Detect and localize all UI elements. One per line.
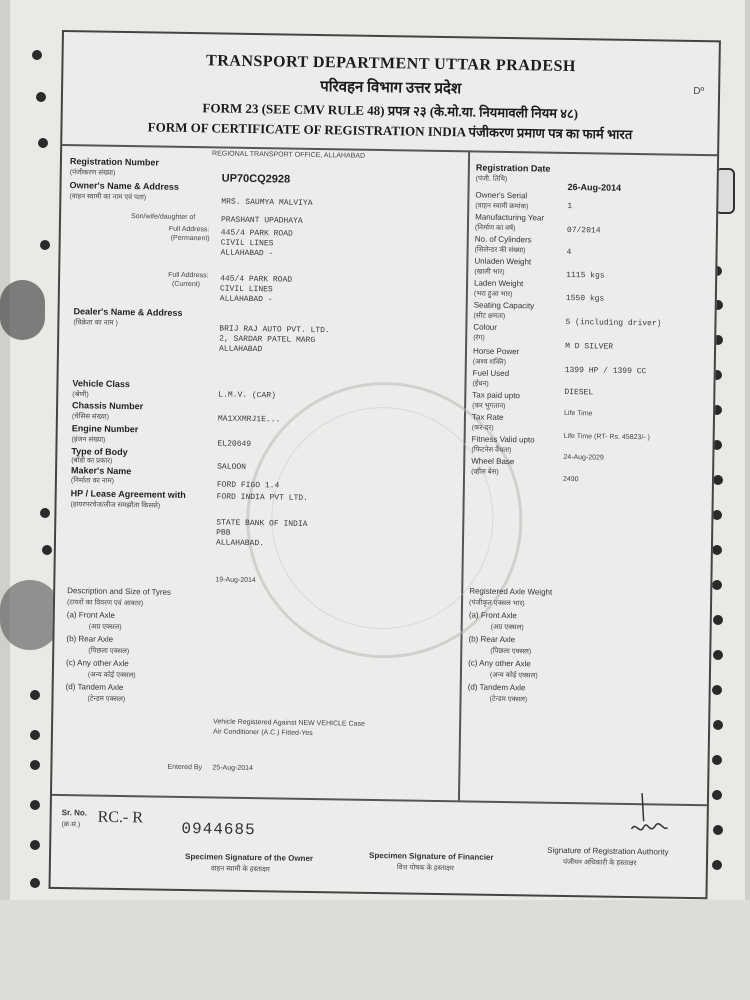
vehicle-class-label-hi: (श्रेणी) bbox=[72, 391, 89, 399]
reg-number-value: UP70CQ2928 bbox=[221, 172, 291, 186]
curr-address-3: ALLAHABAD - bbox=[219, 294, 273, 305]
chassis-label-hi: (चेसिस संख्या) bbox=[71, 413, 110, 421]
hp-lease-label: HP / Lease Agreement with bbox=[70, 488, 186, 501]
axle-tandem: (d) Tandem Axle bbox=[467, 682, 526, 693]
maker-value: FORD FIGO 1.4 bbox=[216, 480, 280, 491]
laden-weight-value: 1550 kgs bbox=[565, 293, 605, 304]
unladen-weight-label-hi: (खाली भार) bbox=[474, 268, 505, 276]
owner-label-hi: (वाहन स्वामी का नाम एवं पता) bbox=[69, 193, 147, 202]
vehicle-class-value: L.M.V. (CAR) bbox=[218, 390, 276, 401]
perm-address-label: Full Address: bbox=[168, 225, 210, 234]
authority-signature-label-hi: पंजीयन अधिकारी के हस्ताक्षर bbox=[562, 858, 637, 868]
sr-prefix: RC.- R bbox=[97, 808, 144, 827]
tyres-label: Description and Size of Tyres bbox=[67, 586, 172, 597]
tyres-label-hi: (टायरों का विवरण एवं आकार) bbox=[66, 599, 144, 608]
tax-paid-label-hi: (कर भुगतान) bbox=[472, 402, 506, 411]
binder-ring-shadow bbox=[0, 280, 45, 340]
divider bbox=[52, 794, 707, 806]
tyre-front-axle: (a) Front Axle bbox=[66, 610, 115, 620]
owner-signature-label-hi: वाहन स्वामी के हस्ताक्षर bbox=[210, 865, 270, 874]
tyre-other-axle-hi: (अन्य कोई एक्सल) bbox=[87, 671, 136, 680]
owner-serial-label: Owner's Serial bbox=[475, 190, 528, 201]
cylinders-label: No. of Cylinders bbox=[474, 234, 532, 245]
dealer-1: BRIJ RAJ AUTO PVT. LTD. bbox=[219, 324, 330, 336]
tyre-rear-axle-hi: (पिछला एक्सल) bbox=[88, 647, 130, 656]
colour-label-hi: (रंग) bbox=[473, 334, 485, 342]
curr-address-label: Full Address: bbox=[168, 271, 209, 280]
vehicle-class-label: Vehicle Class bbox=[72, 378, 131, 390]
body-type-label-hi: (बॉडी का प्रकार) bbox=[71, 457, 113, 465]
title-hindi: परिवहन विभाग उत्तर प्रदेश bbox=[320, 79, 462, 98]
sr-no-label: Sr. No. bbox=[61, 808, 88, 818]
entered-by-date: 25-Aug-2014 bbox=[212, 764, 253, 773]
fitness-value: 24-Aug-2029 bbox=[563, 453, 604, 462]
tyre-rear-axle: (b) Rear Axle bbox=[66, 634, 114, 644]
owner-signature-label: Specimen Signature of the Owner bbox=[184, 852, 314, 864]
laden-weight-label: Laden Weight bbox=[474, 278, 524, 289]
registration-certificate-form bbox=[49, 30, 721, 899]
cylinders-value: 4 bbox=[566, 247, 572, 258]
hp-lease-1: STATE BANK OF INDIA bbox=[216, 518, 308, 529]
tyre-front-axle-hi: (अग्र एक्सल) bbox=[88, 623, 122, 632]
remark-new-vehicle: Vehicle Registered Against NEW VEHICLE Case bbox=[213, 718, 365, 728]
horse-power-label-hi: (अश्व शक्ति) bbox=[472, 358, 507, 367]
hp-lease-label-hi: (हायरपरचेज/लीज समझौता किससे) bbox=[70, 501, 161, 510]
unladen-weight-label: Unladen Weight bbox=[474, 256, 532, 267]
seating-label-hi: (सीट क्षमता) bbox=[473, 312, 506, 320]
dealer-label-hi: (विक्रेता का नाम ) bbox=[73, 319, 118, 327]
tyre-tandem-axle: (d) Tandem Axle bbox=[65, 682, 124, 693]
form-title: FORM OF CERTIFICATE OF REGISTRATION INDIA पंजीकरण प्रमाण पत्र का फार्म भारत bbox=[147, 119, 633, 142]
fuel-label: Fuel Used bbox=[472, 368, 510, 379]
tyre-tandem-axle-hi: (टेन्डम एक्सल) bbox=[87, 695, 126, 704]
axle-tandem-hi: (टेन्डम एक्सल) bbox=[489, 695, 528, 704]
fuel-value: DIESEL bbox=[564, 387, 594, 398]
dealer-2: 2, SARDAR PATEL MARG bbox=[219, 334, 316, 346]
authority-signature bbox=[611, 791, 682, 842]
wheel-base-label-hi: (व्हील बेस) bbox=[471, 468, 499, 476]
financier-signature-label: Specimen Signature of Financier bbox=[369, 850, 494, 862]
axle-rear-hi: (पिछला एक्सल) bbox=[490, 647, 532, 656]
body-type-value: SALOON bbox=[217, 462, 247, 472]
owner-name: MRS. SAUMYA MALVIYA bbox=[221, 197, 313, 208]
tyre-other-axle: (c) Any other Axle bbox=[65, 658, 129, 669]
axle-front-hi: (अग्र एक्सल) bbox=[490, 623, 524, 632]
body-type-label: Type of Body bbox=[71, 446, 128, 458]
office-name: REGIONAL TRANSPORT OFFICE, ALLAHABAD bbox=[212, 150, 366, 160]
maker-label: Maker's Name bbox=[71, 465, 132, 477]
reg-number-label: Registration Number bbox=[69, 156, 160, 168]
fitness-label-hi: (फिटनेस वैधता) bbox=[471, 446, 512, 455]
tax-paid-label: Tax paid upto bbox=[472, 390, 520, 401]
perm-address-2: CIVIL LINES bbox=[220, 238, 274, 249]
curr-address-2: CIVIL LINES bbox=[219, 284, 273, 295]
fuel-label-hi: (ईंधन) bbox=[472, 380, 489, 388]
engine-label-hi: (इंजन संख्या) bbox=[71, 436, 106, 444]
horse-power-value: 1399 HP / 1399 CC bbox=[564, 365, 647, 377]
axle-weight-label: Registered Axle Weight bbox=[469, 586, 553, 597]
tax-rate-value: Life Time (RT- Rs. 45823/- ) bbox=[563, 432, 650, 442]
background-surface bbox=[0, 900, 750, 1000]
chassis-value: MA1XXMRJ1E... bbox=[217, 414, 281, 425]
hp-lease-3: ALLAHABAD. bbox=[215, 538, 265, 549]
axle-weight-label-hi: (पंजीकृत एक्सल भार) bbox=[468, 599, 525, 608]
remark-ac: Air Conditioner (A.C.) Fitted-Yes bbox=[212, 728, 313, 738]
laden-weight-label-hi: (भरा हुआ भार) bbox=[473, 290, 513, 299]
unladen-weight-value: 1115 kgs bbox=[566, 270, 605, 281]
reg-number-label-hi: (पंजीकरण संख्या) bbox=[69, 169, 116, 177]
title-english: TRANSPORT DEPARTMENT UTTAR PRADESH bbox=[205, 52, 577, 76]
axle-other-hi: (अन्य कोई एक्सल) bbox=[489, 671, 538, 680]
engine-value: EL20649 bbox=[217, 439, 252, 450]
wheel-base-value: 2490 bbox=[562, 475, 579, 484]
colour-label: Colour bbox=[473, 322, 498, 332]
relation-label: Son/wife/daughter of bbox=[131, 213, 196, 222]
authority-signature-label: Signature of Registration Authority bbox=[547, 845, 669, 857]
financier-signature-label-hi: वित्त पोषक के हस्ताक्षर bbox=[396, 864, 455, 873]
maker-value-2: FORD INDIA PVT LTD. bbox=[216, 492, 308, 503]
engine-label: Engine Number bbox=[71, 423, 139, 435]
form-number: FORM 23 (SEE CMV RULE 48) प्रपत्र २३ (के.मो.या. नियमावली नियम ४८) bbox=[202, 100, 579, 122]
entered-by-label: Entered By bbox=[167, 763, 203, 772]
axle-rear: (b) Rear Axle bbox=[468, 634, 516, 645]
hp-lease-date: 19-Aug-2014 bbox=[215, 576, 256, 585]
tax-rate-label-hi: (कर-दर) bbox=[471, 424, 494, 432]
axle-other: (c) Any other Axle bbox=[468, 658, 531, 669]
perm-address-3: ALLAHABAD - bbox=[220, 248, 274, 259]
perm-address-sub: (Permanent) bbox=[170, 234, 210, 243]
mfg-year-value: 07/2014 bbox=[566, 225, 601, 236]
sr-no-label-hi: (क्र.सं.) bbox=[61, 821, 81, 829]
reg-date-label: Registration Date bbox=[475, 162, 551, 174]
reg-date-label-hi: (पंजी. तिथि) bbox=[475, 175, 508, 184]
binder-ring-shadow bbox=[0, 580, 60, 650]
tax-rate-label: Tax Rate bbox=[471, 412, 504, 422]
perm-address-1: 445/4 PARK ROAD bbox=[220, 228, 293, 239]
mfg-year-label-hi: (निर्माण का वर्ष) bbox=[474, 224, 516, 233]
cylinders-label-hi: (सिलेन्डर की संख्या) bbox=[474, 246, 526, 255]
corner-mark: Dº bbox=[693, 85, 705, 98]
sr-number: 0944685 bbox=[181, 819, 256, 840]
curr-address-1: 445/4 PARK ROAD bbox=[220, 274, 293, 285]
owner-label: Owner's Name & Address bbox=[69, 180, 179, 192]
dealer-label: Dealer's Name & Address bbox=[73, 306, 183, 318]
curr-address-sub: (Current) bbox=[171, 280, 201, 289]
fitness-label: Fitness Valid upto bbox=[471, 434, 535, 445]
dealer-3: ALLAHABAD bbox=[218, 344, 263, 355]
relation-value: PRASHANT UPADHAYA bbox=[220, 215, 303, 226]
seating-value: 5 (including driver) bbox=[565, 317, 662, 329]
owner-serial-label-hi: (वाहन स्वामी क्रमांक) bbox=[475, 202, 529, 211]
horse-power-label: Horse Power bbox=[472, 346, 520, 357]
wheel-base-label: Wheel Base bbox=[471, 456, 515, 467]
reg-date-value: 26-Aug-2014 bbox=[567, 181, 622, 193]
hp-lease-2: PBB bbox=[216, 528, 231, 538]
tax-paid-value: Life Time bbox=[563, 409, 593, 418]
mfg-year-label: Manufacturing Year bbox=[475, 212, 545, 223]
chassis-label: Chassis Number bbox=[72, 400, 144, 412]
divider bbox=[62, 144, 717, 156]
owner-serial-value: 1 bbox=[567, 201, 573, 212]
colour-value: M D SILVER bbox=[565, 341, 614, 352]
seating-label: Seating Capacity bbox=[473, 300, 535, 311]
axle-front: (a) Front Axle bbox=[468, 610, 517, 621]
maker-label-hi: (निर्माता का नाम) bbox=[70, 477, 115, 485]
